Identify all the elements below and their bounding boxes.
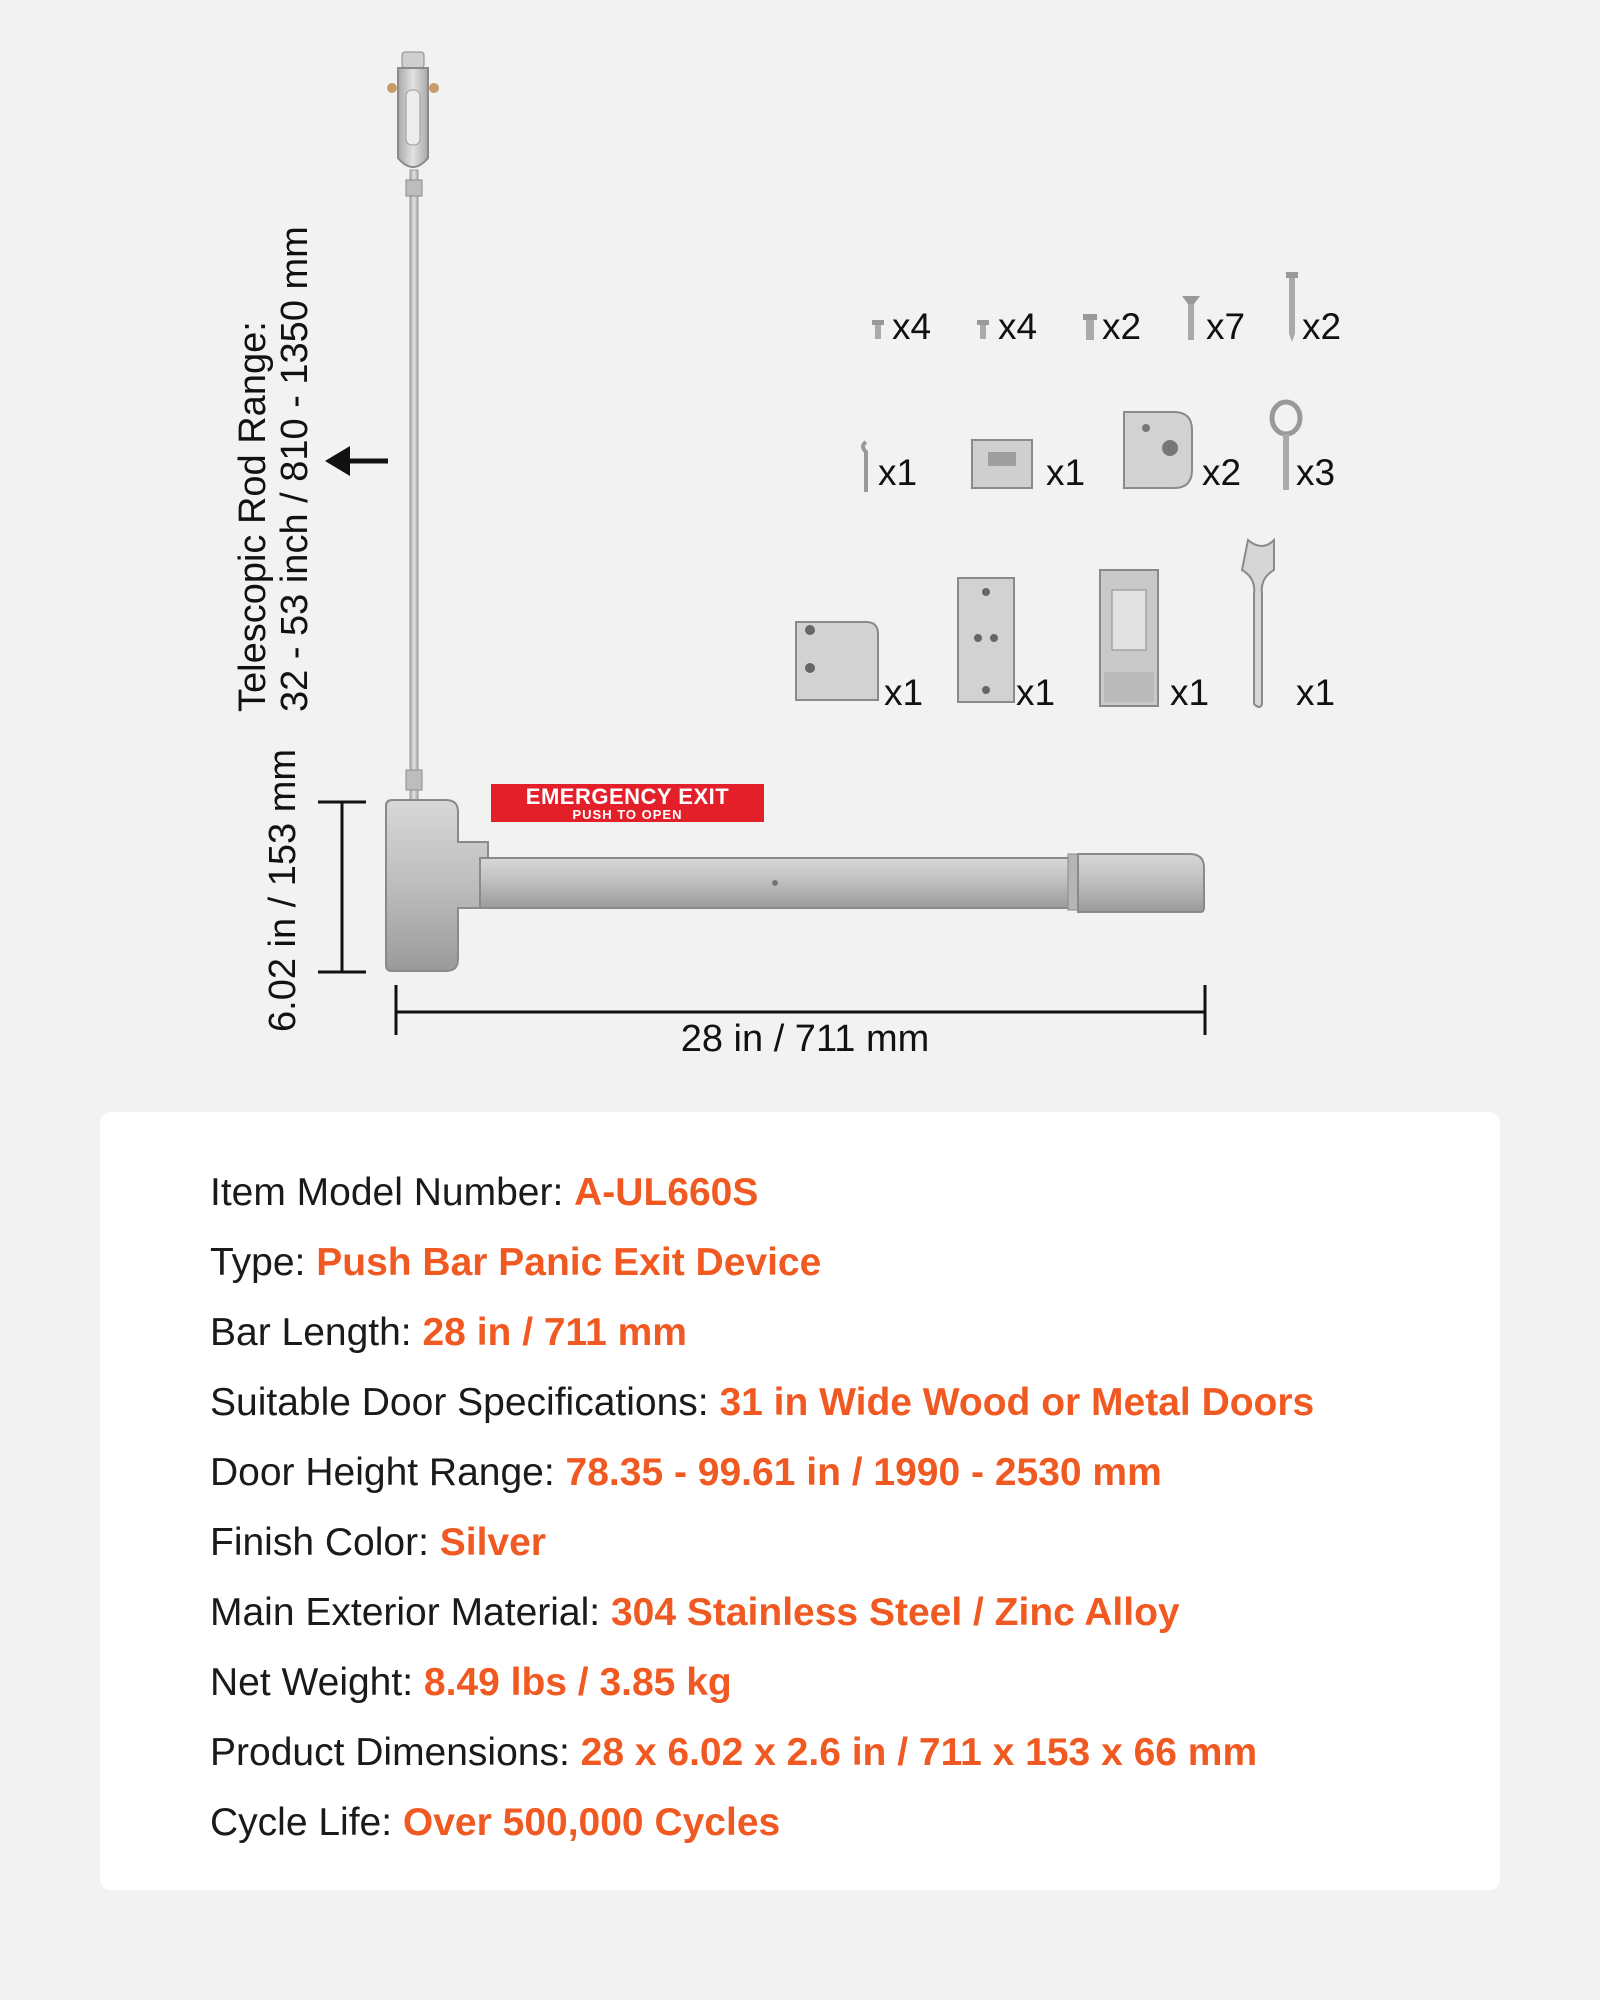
end-cap-bracket-icon [796,622,878,700]
spec-value: Push Bar Panic Exit Device [316,1241,822,1284]
up-arrow-icon [325,446,388,476]
spec-value: Over 500,000 Cycles [402,1801,781,1844]
spec-label: Cycle Life: [210,1801,403,1844]
height-dimension [318,802,366,972]
accessory-qty: x4 [892,306,932,347]
accessory-qty: x1 [1046,452,1086,493]
accessory-qty: x3 [1296,452,1336,493]
spec-value: 304 Stainless Steel / Zinc Alloy [610,1591,1180,1634]
spec-row [210,1718,1314,1788]
small-screw-icon [872,320,884,339]
spec-value: 78.35 - 99.61 in / 1990 - 2530 mm [565,1451,1162,1494]
top-latch [387,52,439,167]
push-bar [386,800,1204,971]
accessory-qty: x2 [1302,306,1342,347]
cotter-pin-icon [863,442,866,492]
accessory-qty: x2 [1202,452,1242,493]
strike-plate-icon [958,578,1014,702]
spec-list [210,1158,1314,1858]
rod-range-value: 32 - 53 inch / 810 - 1350 mm [274,226,316,712]
rod-range-title: Telescopic Rod Range: [232,321,274,712]
spec-label: Finish Color: [210,1521,440,1564]
accessory-qty: x1 [1296,672,1336,713]
spec-row [210,1438,1314,1508]
accessory-qty: x1 [884,672,924,713]
spec-row [210,1648,1314,1718]
telescopic-rod [410,170,418,800]
spec-label: Main Exterior Material: [210,1591,611,1634]
machine-screw-icon [1083,314,1097,340]
spec-value: 28 in / 711 mm [422,1311,687,1354]
flat-head-screw-icon [1182,296,1200,340]
spec-row [210,1368,1314,1438]
spec-row [210,1298,1314,1368]
spec-label: Item Model Number: [210,1171,575,1214]
spec-value: 8.49 lbs / 3.85 kg [423,1661,732,1704]
spec-value: 31 in Wide Wood or Metal Doors [719,1381,1315,1424]
emergency-exit-sign [491,784,764,822]
wrench-icon [1242,540,1274,707]
accessory-qty: x4 [998,306,1038,347]
accessory-qty: x1 [1016,672,1056,713]
spec-label: Type: [210,1241,317,1284]
spec-row [210,1788,1314,1858]
accessory-qty: x7 [1206,306,1246,347]
accessory-qty: x1 [1170,672,1210,713]
spec-row [210,1508,1314,1578]
spec-label: Product Dimensions: [210,1731,581,1774]
latch-bracket-icon [972,440,1032,488]
spec-value: 28 x 6.02 x 2.6 in / 711 x 153 x 66 mm [580,1731,1258,1774]
spec-label: Bar Length: [210,1311,423,1354]
rod-guide-block-icon [1124,412,1192,488]
spec-row [210,1578,1314,1648]
spec-row [210,1158,1314,1228]
spec-label: Door Height Range: [210,1451,566,1494]
sign-line-2: PUSH TO OPEN [572,807,683,822]
spec-card [100,1112,1500,1890]
spec-label: Suitable Door Specifications: [210,1381,720,1424]
accessory-qty: x1 [878,452,918,493]
small-screw-icon [977,320,989,339]
long-wood-screw-icon [1286,272,1298,342]
spec-value: A-UL660S [574,1171,759,1214]
length-label: 28 in / 711 mm [680,1018,930,1060]
spec-label: Net Weight: [210,1661,424,1704]
latch-mechanism-icon [1100,570,1158,706]
accessory-qty: x2 [1102,306,1142,347]
spec-row [210,1228,1314,1298]
spec-value: Silver [439,1521,546,1564]
sign-line-1: EMERGENCY EXIT [525,784,730,809]
